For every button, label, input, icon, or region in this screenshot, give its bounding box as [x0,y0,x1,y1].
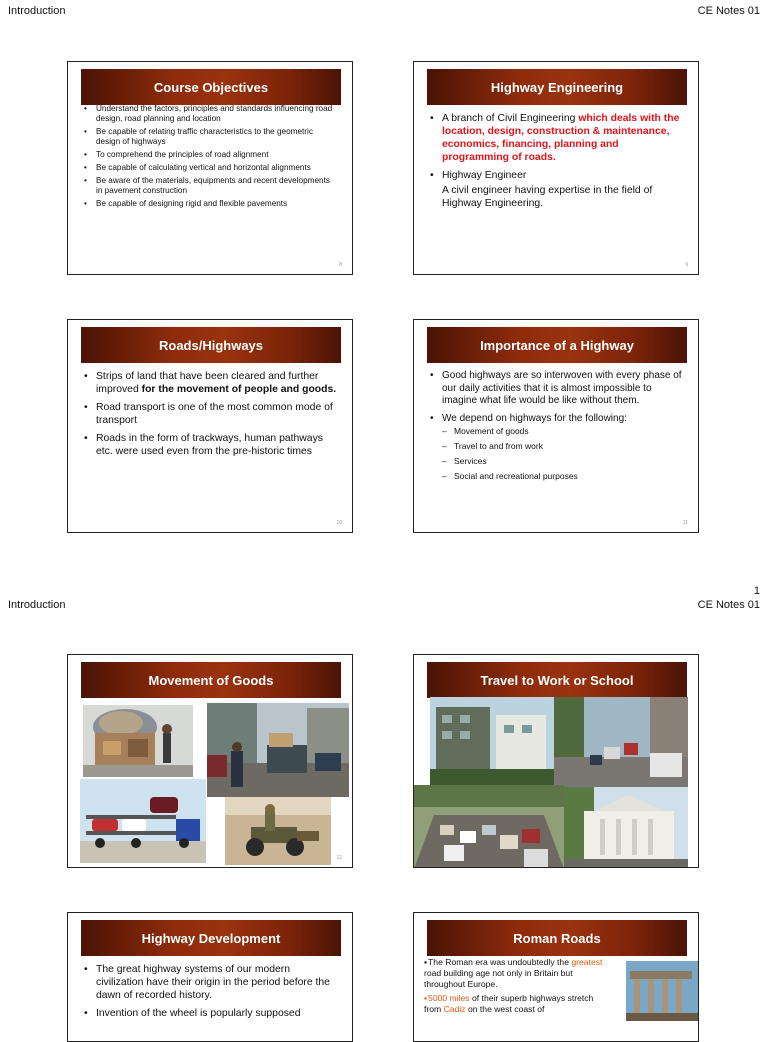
list-item: • To comprehend the principles of road alignment [82,150,338,160]
car-carrier-photo [80,779,206,863]
slide-highway-development [67,912,353,1042]
roman-text: of their superb highways stretch from [424,993,594,1014]
slide-page-number: 8 [339,262,342,268]
slide-title: Highway Development [81,920,341,956]
slide-title: Travel to Work or School [427,662,687,698]
list-item: • Be capable of calculating vertical and horizontal alignments [82,163,338,173]
roman-text: road building age not only in Britain but throughout Europe. [424,968,573,989]
page-number: 1 [753,585,760,597]
slide-page-number: 11 [682,520,688,526]
list-item: • Invention of the wheel is popularly supposed [82,1007,338,1020]
list-item: • Good highways are so interwoven with every phase of our daily activities that it is almost impossible to imagine what life would be like without them. [428,370,684,408]
roman-ruins-photo [626,961,699,1021]
header-left: Introduction [8,5,66,17]
definition-text: A branch of Civil Engineering [442,113,579,124]
list-item: – Travel to and from work [442,441,684,451]
slide-page-number: 12 [336,855,342,861]
busy-street-photo [554,697,688,787]
roman-highlight: Cadiz [443,1004,466,1014]
list-item: • Be aware of the materials, equipments and recent developments in pavement construction [82,176,338,196]
list-item [428,112,684,164]
slide-roman-roads [413,912,699,1042]
slide-title: Movement of Goods [81,662,341,698]
list-item [424,993,608,1015]
list-item: • Understand the factors, principles and standards influencing road design, road planning and location [82,104,338,124]
slide-roads-highways [67,319,353,533]
slide-title: Highway Engineering [427,69,687,105]
header-right: CE Notes 01 [697,599,760,611]
roman-highlight: 5000 miles [428,993,470,1003]
list-item: • Be capable of designing rigid and flexible pavements [82,199,338,209]
list-item [424,957,608,990]
roman-text: on the west coast of [465,1004,545,1014]
list-item: • Road transport is one of the most common mode of transport [82,401,338,427]
list-item: • Be capable of relating traffic characteristics to the geometric design of highways [82,127,338,147]
slide-title: Importance of a Highway [427,327,687,363]
list-item: – Social and recreational purposes [442,471,684,481]
header-right: CE Notes 01 [697,5,760,17]
slide-page-number: 10 [336,520,342,526]
list-item: – Movement of goods [442,426,684,436]
street-truck-photo [207,703,349,797]
slide-importance-highway [413,319,699,533]
roads-text: Strips of land that have been cleared and further improved [96,371,319,395]
traffic-jam-photo [414,785,564,868]
slide-course-objectives [67,61,353,275]
list-item: • The great highway systems of our modern civilization have their origin in the period before the dawn of recorded history. [82,963,338,1002]
list-item [82,370,338,396]
highway-engineer-definition: A civil engineer having expertise in the field of Highway Engineering. [442,185,653,209]
definition-highlight: which deals with the location, design, construction & maintenance, economics, financing, planning and programming of roads. [442,113,680,163]
slide-title: Roads/Highways [81,327,341,363]
roman-text: The Roman era was undoubtedly the [428,957,572,967]
school-building-photo [564,787,688,868]
list-item: • Highway Engineer [428,169,684,182]
slide-page-number: 9 [685,262,688,268]
atv-photo [225,797,331,865]
slide-travel-work-school [413,654,699,868]
list-item: – Services [442,456,684,466]
goods-cart-photo [83,705,193,777]
slide-title: Roman Roads [427,920,687,956]
roads-bold-text: for the movement of people and goods. [141,384,337,395]
slide-movement-of-goods [67,654,353,868]
roman-highlight: greatest [571,957,603,967]
list-item: • We depend on highways for the following: [428,413,684,426]
list-item: • Roads in the form of trackways, human pathways etc. were used even from the pre-historic times [82,432,338,458]
buildings-photo [430,697,554,787]
slide-title: Course Objectives [81,69,341,105]
slide-highway-engineering [413,61,699,275]
objectives-list [82,104,338,209]
header-left: Introduction [8,599,66,611]
